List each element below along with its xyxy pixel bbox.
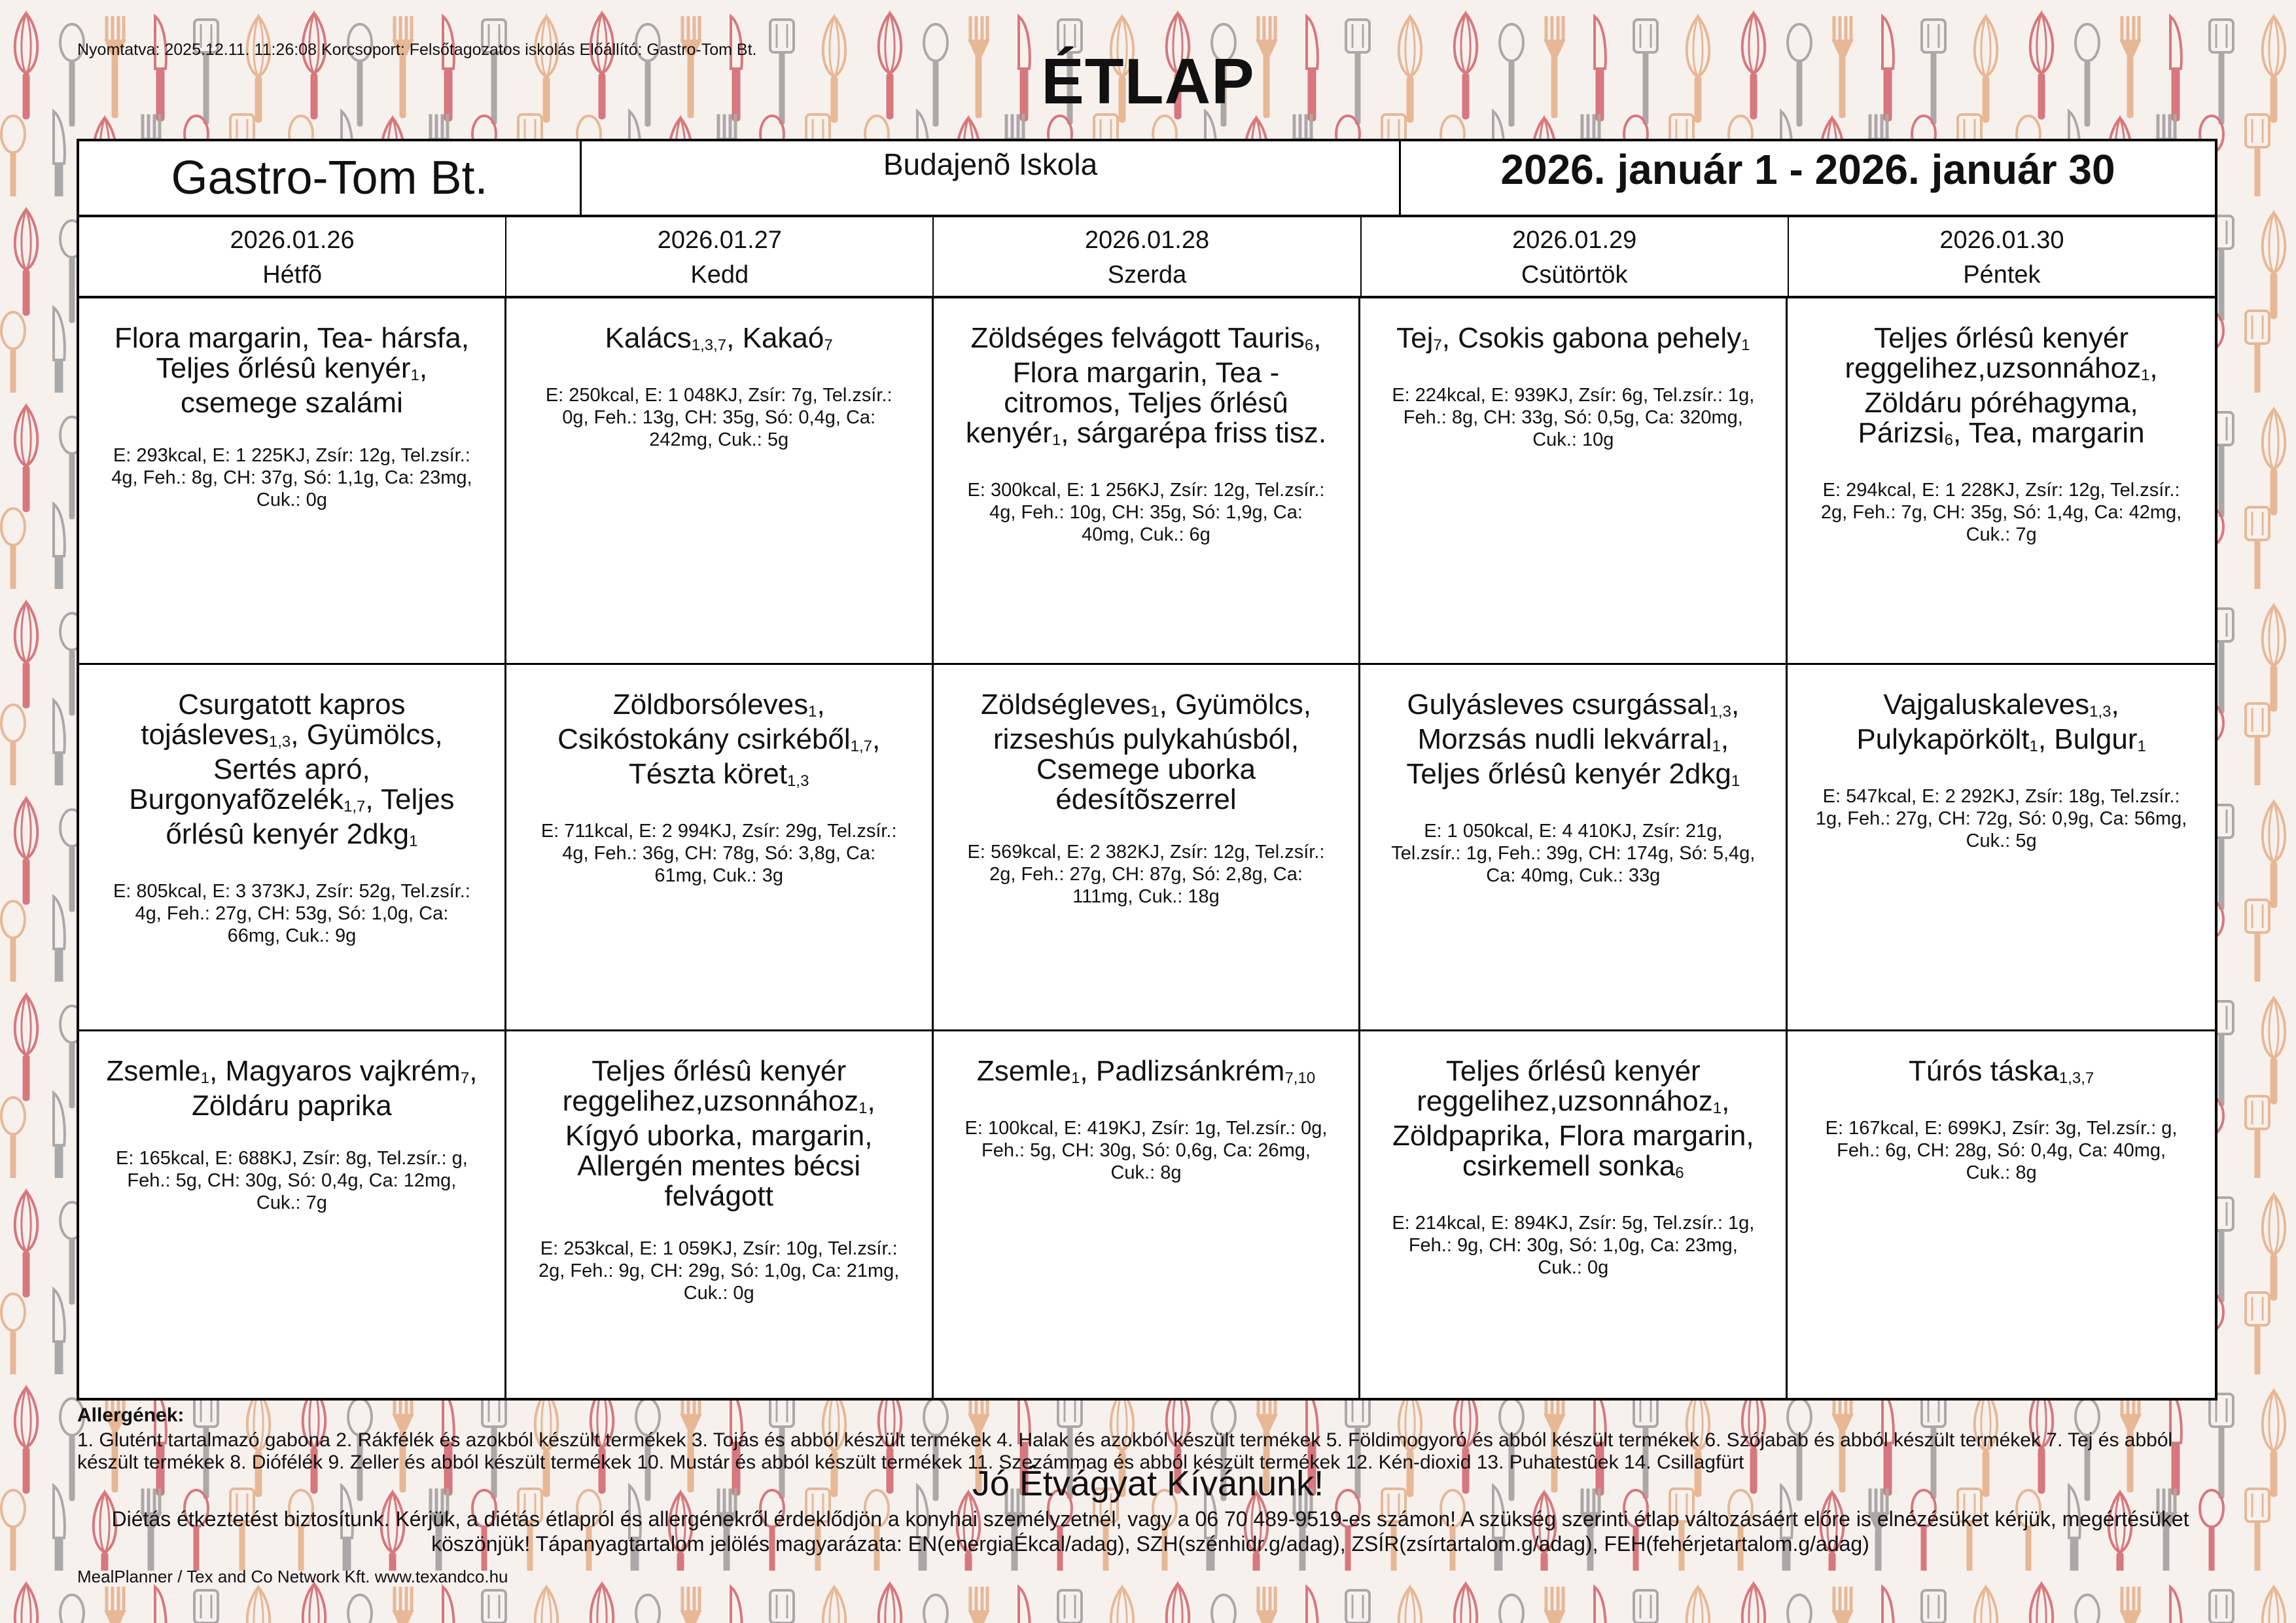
day-header-row (77, 217, 2217, 296)
meal-description: Zöldségleves$_1$, Gyümölcs, rizseshús pulykahúsból, Csemege uborka édesítõszerrel (981, 688, 1311, 815)
meal-description: Teljes őrlésû kenyér reggelihez,uzsonnához$_1$, Zöldáru póréhagyma, Párizsi$_6$, Tea, margarin (1845, 322, 2158, 449)
meal-description: Csurgatott kapros tojásleves$_{1,3}$, Gyümölcs, Sertés apró, Burgonyafõzelék$_{1,7}$, Teljes őrlésû kenyér 2dkg$_1$ (129, 688, 455, 850)
meal-description: Flora margarin, Tea- hársfa, Teljes őrlésû kenyér$_1$, csemege szalámi (114, 322, 469, 419)
day-name: Péntek (1963, 261, 2041, 289)
closing-greeting: Jó Étvágyat Kívánunk! (972, 1464, 1324, 1503)
allergen-code: 7 (1433, 336, 1442, 354)
day-column-header (1362, 217, 1789, 296)
allergen-code: 1,7 (344, 798, 366, 815)
day-date: 2026.01.27 (657, 226, 782, 254)
nutrition-info: E: 300kcal, E: 1 256KJ, Zsír: 12g, Tel.zsír.: 4g, Feh.: 10g, CH: 35g, Só: 1,9g, Ca: 40mg, Cuk.: 6g (967, 480, 1325, 545)
day-column-header (934, 217, 1361, 296)
menu-header (77, 139, 2217, 217)
print-info: Nyomtatva: 2025.12.11. 11:26:08 Korcsoport: Felsőtagozatos iskolás Előállító: Gastro-Tom Bt. (77, 41, 757, 59)
allergen-code: 1,7 (850, 738, 873, 755)
menu-cell (934, 298, 1361, 665)
meal-description: Teljes őrlésû kenyér reggelihez,uzsonnához$_1$, Kígyó uborka, margarin, Allergén mentes bécsi felvágott (562, 1055, 875, 1212)
menu-cell (79, 298, 506, 665)
allergen-code: 1 (1731, 772, 1740, 790)
allergen-code: 1 (1051, 431, 1061, 449)
menu-cell (1788, 1031, 2215, 1398)
allergen-code: 1,3 (787, 772, 809, 790)
school-name: Budajenõ Iskola (582, 141, 1401, 215)
meal-description: Zsemle$_1$, Magyaros vajkrém$_7$, Zöldáru paprika (106, 1055, 478, 1122)
meal-description: Kalács$_{1,3,7}$, Kakaó$_7$ (605, 322, 833, 354)
allergen-code: 6 (1304, 336, 1314, 354)
menu-cell (934, 665, 1361, 1031)
menu-cell (79, 665, 506, 1031)
page-title: ÉTLAP (1041, 45, 1255, 117)
nutrition-info: E: 711kcal, E: 2 994KJ, Zsír: 29g, Tel.zsír.: 4g, Feh.: 36g, CH: 78g, Só: 3,8g, Ca: 61mg, Cuk.: 3g (540, 821, 897, 886)
allergen-code: 1 (1712, 738, 1721, 755)
nutrition-info: E: 167kcal, E: 699KJ, Zsír: 3g, Tel.zsír.: g, Feh.: 6g, CH: 28g, Só: 0,4g, Ca: 40mg, Cuk.: 8g (1825, 1118, 2178, 1183)
nutrition-info: E: 250kcal, E: 1 048KJ, Zsír: 7g, Tel.zsír.: 0g, Feh.: 13g, CH: 35g, Só: 0,4g, Ca: 242mg, Cuk.: 5g (545, 385, 892, 450)
allergen-code: 1,3,7 (2058, 1069, 2094, 1087)
nutrition-info: E: 214kcal, E: 894KJ, Zsír: 5g, Tel.zsír.: 1g, Feh.: 9g, CH: 30g, Só: 1,0g, Ca: 23mg, Cuk.: 0g (1392, 1213, 1755, 1278)
nutrition-info: E: 805kcal, E: 3 373KJ, Zsír: 52g, Tel.zsír.: 4g, Feh.: 27g, CH: 53g, Só: 1,0g, Ca: 66mg, Cuk.: 9g (113, 881, 470, 946)
menu-cell (506, 298, 934, 665)
allergen-code: 7 (824, 336, 833, 354)
meal-description: Zöldborsóleves$_1$, Csikóstokány csirkéből$_{1,7}$, Tészta köret$_{1,3}$ (557, 688, 881, 790)
allergen-code: 1 (410, 366, 419, 384)
menu-cell (79, 1031, 506, 1398)
footer-credit: MealPlanner / Tex and Co Network Kft. www.texandco.hu (77, 1567, 508, 1586)
allergen-heading: Allergének: (77, 1404, 185, 1426)
menu-grid (77, 296, 2217, 1400)
allergen-code: 6 (1675, 1164, 1684, 1182)
nutrition-info: E: 569kcal, E: 2 382KJ, Zsír: 12g, Tel.zsír.: 2g, Feh.: 27g, CH: 87g, Só: 2,8g, Ca: 111mg, Cuk.: 18g (967, 842, 1325, 907)
allergen-code: 1 (1150, 703, 1159, 721)
allergen-code: 1 (2141, 366, 2150, 384)
day-date: 2026.01.30 (1939, 226, 2064, 254)
menu-period: 2026. január 1 - 2026. január 30 (1500, 146, 2115, 193)
day-name: Szerda (1107, 261, 1187, 289)
menu-cell (1360, 665, 1788, 1031)
nutrition-info: E: 293kcal, E: 1 225KJ, Zsír: 12g, Tel.zsír.: 4g, Feh.: 8g, CH: 37g, Só: 1,1g, Ca: 23mg, Cuk.: 0g (111, 445, 472, 510)
meal-description: Zöldséges felvágott Tauris$_6$, Flora margarin, Tea - citromos, Teljes őrlésû kenyér$_1$, sárgarépa friss tisz. (965, 322, 1327, 449)
menu-cell (506, 665, 934, 1031)
allergen-code: 7 (460, 1069, 470, 1087)
allergen-code: 1 (200, 1069, 209, 1087)
nutrition-info: E: 547kcal, E: 2 292KJ, Zsír: 18g, Tel.zsír.: 1g, Feh.: 27g, CH: 72g, Só: 0,9g, Ca: 56mg, Cuk.: 5g (1815, 786, 2187, 851)
allergen-code: 7,10 (1284, 1069, 1316, 1087)
meal-description: Gulyásleves csurgással$_{1,3}$, Morzsás nudli lekvárral$_1$, Teljes őrlésû kenyér 2dkg$_1$ (1406, 688, 1740, 790)
day-name: Csütörtök (1521, 261, 1628, 289)
diet-note: Diétás étkeztetést biztosítunk. Kérjük, a diétás étlapról és allergénekről érdeklődjön a konyhai személyzetnél, vagy a 06 70 489-9519-es számon! A szükség szerinti étlap változásáért előre is elnézésüket kérjük, megértésüket köszönjük! Tápanyagtartalom jelölés magyarázata: EN(energiaÉkcal/adag), SZH(szénhidr.g/adag), ZSÍR(zsírtartalom.g/adag), FEH(fehérjetartalom.g/adag) (111, 1507, 2189, 1556)
day-date: 2026.01.26 (230, 226, 355, 254)
provider-name: Gastro-Tom Bt. (79, 141, 582, 215)
day-column-header (506, 217, 934, 296)
allergen-code: 1 (1712, 1099, 1722, 1117)
meal-description: Tej$_7$, Csokis gabona pehely$_1$ (1396, 322, 1750, 354)
allergen-code: 1 (2029, 738, 2038, 755)
allergen-code: 1 (1071, 1069, 1080, 1087)
nutrition-info: E: 253kcal, E: 1 059KJ, Zsír: 10g, Tel.zsír.: 2g, Feh.: 9g, CH: 29g, Só: 1,0g, Ca: 21mg, Cuk.: 0g (539, 1238, 900, 1304)
day-name: Hétfõ (262, 261, 323, 289)
allergen-code: 1 (2137, 738, 2146, 755)
day-column-header (1789, 217, 2215, 296)
nutrition-info: E: 224kcal, E: 939KJ, Zsír: 6g, Tel.zsír.: 1g, Feh.: 8g, CH: 33g, Só: 0,5g, Ca: 320mg, Cuk.: 10g (1392, 385, 1755, 450)
menu-cell (1788, 665, 2215, 1031)
allergen-list: 1. Glutént tartalmazó gabona 2. Rákfélék és azokból készült termékek 3. Tojás és abból készült termékek 4. Halak és azokból készült termékek 5. Földimogyoró és abból készült termékek 6. Szójabab és abból készült termékek 7. Tej és abból készült termékek 8. Diófélék 9. Zeller és abból készült termékek 10. Mustár és abból készült termékek 11. Szezámmag és abból készült termékek 12. Kén-dioxid 13. Puhatestûek 14. Csillagfürt (77, 1429, 2173, 1473)
day-column-header (79, 217, 506, 296)
meal-description: Teljes őrlésû kenyér reggelihez,uzsonnához$_1$, Zöldpaprika, Flora margarin, csirkemell sonka$_6$ (1392, 1055, 1754, 1182)
allergen-code: 1 (1741, 336, 1750, 354)
menu-cell (934, 1031, 1361, 1398)
day-name: Kedd (690, 261, 749, 289)
menu-cell (1360, 1031, 1788, 1398)
nutrition-info: E: 100kcal, E: 419KJ, Zsír: 1g, Tel.zsír.: 0g, Feh.: 5g, CH: 30g, Só: 0,6g, Ca: 26mg, Cuk.: 8g (964, 1118, 1328, 1183)
day-date: 2026.01.29 (1512, 226, 1637, 254)
day-date: 2026.01.28 (1084, 226, 1210, 254)
allergen-code: 1,3 (268, 733, 291, 751)
allergen-code: 1 (808, 703, 817, 721)
allergen-code: 1 (409, 832, 418, 850)
menu-cell (506, 1031, 934, 1398)
allergen-code: 6 (1944, 431, 1953, 449)
allergen-code: 1,3 (1709, 703, 1731, 721)
allergen-code: 1,3,7 (691, 336, 727, 354)
meal-description: Vajgaluskaleves$_{1,3}$, Pulykapörkölt$_1$, Bulgur$_1$ (1856, 688, 2146, 755)
meal-description: Zsemle$_1$, Padlizsánkrém$_{7,10}$ (976, 1055, 1316, 1087)
nutrition-info: E: 1 050kcal, E: 4 410KJ, Zsír: 21g, Tel.zsír.: 1g, Feh.: 39g, CH: 174g, Só: 5,4g, Ca: 40mg, Cuk.: 33g (1391, 821, 1756, 886)
nutrition-info: E: 165kcal, E: 688KJ, Zsír: 8g, Tel.zsír.: g, Feh.: 5g, CH: 30g, Só: 0,4g, Ca: 12mg, Cuk.: 7g (115, 1148, 468, 1213)
allergen-code: 1 (858, 1099, 868, 1117)
nutrition-info: E: 294kcal, E: 1 228KJ, Zsír: 12g, Tel.zsír.: 2g, Feh.: 7g, CH: 35g, Só: 1,4g, Ca: 42mg, Cuk.: 7g (1820, 480, 2182, 545)
allergen-code: 1,3 (2089, 703, 2111, 721)
meal-description: Túrós táska$_{1,3,7}$ (1908, 1055, 2094, 1087)
menu-cell (1360, 298, 1788, 665)
menu-cell (1788, 298, 2215, 665)
